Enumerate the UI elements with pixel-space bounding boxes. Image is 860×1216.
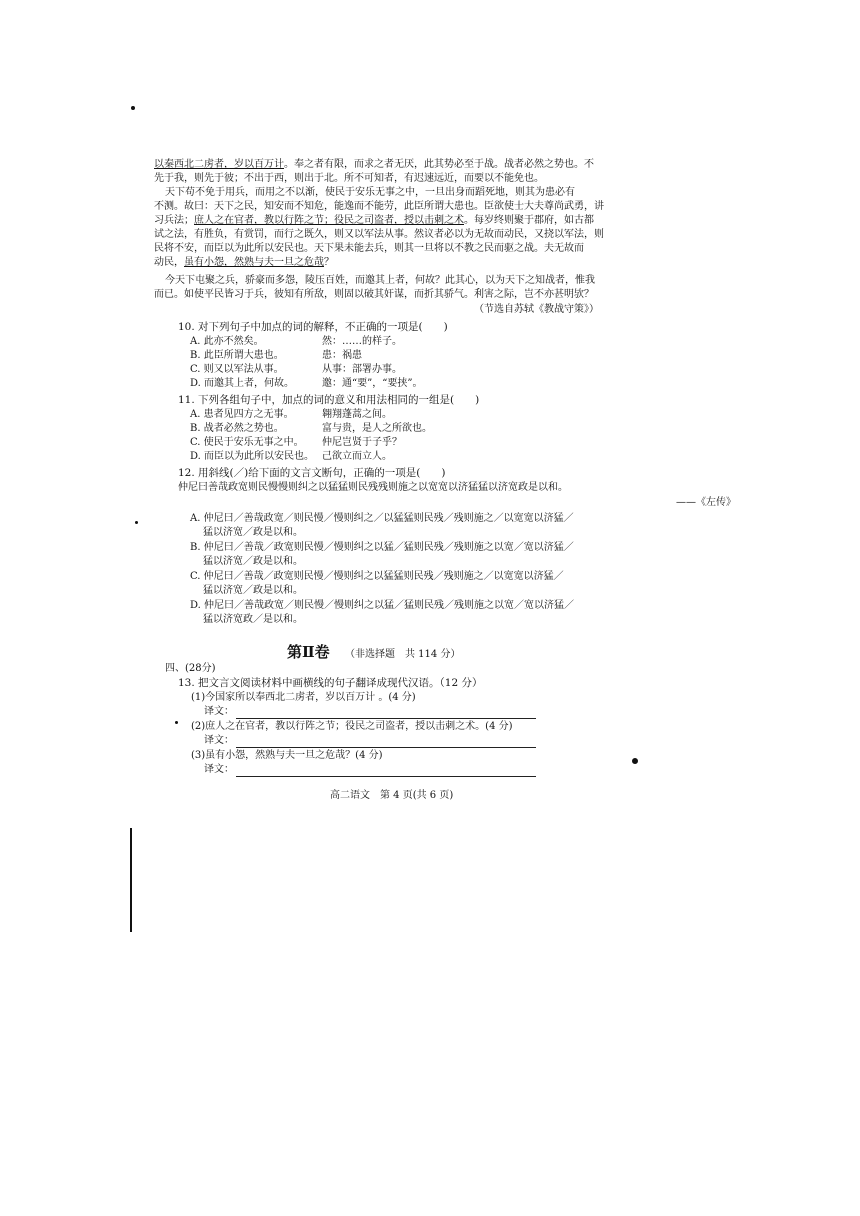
q11-title: 11. 下列各组句子中，加点的词的意义和用法相同的一组是( ) — [178, 394, 480, 406]
q12-option-B-cont: 猛以济宽／政是以和。 — [203, 556, 303, 567]
text-span: 先于我，则先于彼；不出于西，则出于北。所不可知者，有迟速远近，而要以不能免也。 — [154, 173, 544, 184]
part2-title: 第Ⅱ卷 — [287, 643, 330, 661]
text-span: 试之法，有胜负，有赏罚，而行之既久，则又以军法从事。然议者必以为无故而动民，又挠以军法，则 — [154, 229, 604, 240]
q13-answer-2[interactable] — [204, 734, 536, 748]
q11-option-D: D. 而臣以为此所以安民也。 — [190, 451, 315, 462]
q12-option-D-cont: 猛以济宽政／是以和。 — [203, 614, 303, 625]
scan-dot — [135, 521, 138, 524]
q11-option-B: B. 战者必然之势也。 — [190, 423, 284, 434]
scan-dot — [175, 721, 178, 724]
passage-line — [154, 242, 584, 256]
q12-text: 仲尼曰善哉政宽则民慢慢则纠之以猛猛则民残残则施之以宽宽以济猛猛以济宽政是以和。 — [178, 482, 568, 493]
text-span: 动民， — [154, 257, 184, 268]
part2-subtitle: （非选择题 共 114 分） — [345, 649, 461, 660]
underlined-sentence: 庶人之在官者，教以行阵之节；役民之司盗者，授以击刺之术 — [194, 215, 464, 226]
q11-option-B-gloss: 富与贵，是人之所欲也。 — [322, 423, 432, 434]
answer-label: 译文： — [204, 735, 234, 746]
q10-option-C: C. 则又以军法从事。 — [190, 364, 284, 375]
underlined-sentence: 以秦西北二虏者，岁以百万计 — [154, 159, 284, 170]
passage-line — [154, 158, 594, 172]
q13-answer-3[interactable] — [204, 763, 536, 777]
page-footer: 高二语文 第 4 页(共 6 页) — [330, 790, 454, 801]
q12-title: 12. 用斜线(／)给下面的文言文断句，正确的一项是( ) — [178, 467, 446, 479]
q10-option-C-gloss: 从事：部署办事。 — [322, 364, 402, 375]
q11-option-D-gloss: 己欲立而立人。 — [322, 451, 392, 462]
q11-option-A: A. 患者见四方之无事。 — [190, 409, 294, 420]
q10-option-D-gloss: 邀：通“要”，“要挟”。 — [322, 378, 423, 389]
passage-source: （节选自苏轼《教战守策》） — [474, 304, 599, 315]
q10-option-A: A. 此亦不然矣。 — [190, 336, 264, 347]
q10-option-B: B. 此臣所谓大患也。 — [190, 350, 284, 361]
section4-title: 四、(28分) — [165, 663, 216, 674]
passage-line — [154, 172, 544, 186]
text-span: 今天下屯聚之兵，骄豪而多怨，陵压百姓，而邀其上者，何故？此其心，以为天下之知战者，惟我 — [165, 275, 595, 286]
q13-item-2: (2)庶人之在官者，教以行阵之节；役民之司盗者，授以击刺之术。(4 分) — [191, 721, 513, 732]
answer-label: 译文： — [204, 706, 234, 717]
q12-source: ——《左传》 — [676, 497, 736, 508]
scan-dot — [131, 106, 135, 110]
q11-option-C-gloss: 仲尼岂贤于子乎？ — [322, 437, 402, 448]
text-span: 习兵法； — [154, 215, 194, 226]
scan-edge-mark — [130, 828, 132, 932]
q10-title: 10. 对下列句子中加点的词的解释，不正确的一项是( ) — [178, 321, 448, 333]
q10-option-B-gloss: 患：祸患 — [322, 350, 362, 361]
q12-option-C: C. 仲尼曰／善哉／政宽则民慢／慢则纠之以猛猛则民残／残则施之／以宽宽以济猛／ — [190, 571, 564, 582]
q13-item-3: (3)虽有小怨，然熟与夫一旦之危哉？(4 分) — [191, 750, 383, 761]
text-span: 。每岁终则聚于郡府，如古都 — [464, 215, 594, 226]
answer-line — [236, 708, 536, 719]
q13-answer-1[interactable] — [204, 705, 536, 719]
passage-line — [154, 228, 604, 242]
text-span: 民将不安，而臣以为此所以安民也。天下果未能去兵，则其一旦将以不教之民而驱之战。夫无故而 — [154, 243, 584, 254]
q11-option-A-gloss: 翱翔蓬蒿之间。 — [322, 409, 392, 420]
q12-option-A: A. 仲尼曰／善哉政宽／则民慢／慢则纠之／以猛猛则民残／残则施之／以宽宽以济猛／ — [190, 513, 574, 524]
q13-title: 13. 把文言文阅读材料中画横线的句子翻译成现代汉语。（12 分） — [178, 677, 483, 689]
q12-option-A-cont: 猛以济宽／政是以和。 — [203, 527, 303, 538]
text-span: 不测。故曰：天下之民，知安而不知危，能逸而不能劳，此臣所谓大患也。臣欲使士大夫尊尚武勇，讲 — [154, 201, 604, 212]
passage-line — [165, 274, 595, 288]
q12-option-D: D. 仲尼曰／善哉政宽／则民慢／慢则纠之以猛／猛则民残／残则施之以宽／宽以济猛／ — [190, 600, 575, 611]
answer-label: 译文： — [204, 764, 234, 775]
passage-line — [154, 214, 594, 228]
text-span: 。奉之者有限，而求之者无厌，此其势必至于战。战者必然之势也。不 — [284, 159, 594, 170]
answer-line — [236, 766, 536, 777]
passage-line — [165, 186, 575, 200]
q10-option-D: D. 而邀其上者，何故。 — [190, 378, 295, 389]
q12-option-C-cont: 猛以济宽／政是以和。 — [203, 585, 303, 596]
text-span: 而已。如使平民皆习于兵，彼知有所敌，则固以破其奸谋，而折其骄气。利害之际，岂不亦甚明欤？ — [154, 289, 594, 300]
q11-option-C: C. 使民于安乐无事之中。 — [190, 437, 304, 448]
underlined-sentence: 虽有小怨，然熟与夫一旦之危哉 — [184, 257, 324, 268]
text-span: ？ — [324, 257, 334, 268]
answer-line — [236, 737, 536, 748]
q10-option-A-gloss: 然：……的样子。 — [322, 336, 402, 347]
passage-line — [154, 288, 594, 302]
scan-dot — [632, 758, 638, 764]
passage-line — [154, 256, 334, 270]
passage-line — [154, 200, 604, 214]
q13-item-1: (1)今国家所以奉西北二虏者，岁以百万计 。(4 分) — [191, 692, 416, 703]
text-span: 天下苟不免于用兵，而用之不以渐，使民于安乐无事之中，一旦出身而蹈死地，则其为患必有 — [165, 187, 575, 198]
q12-option-B: B. 仲尼曰／善哉／政宽则民慢／慢则纠之以猛／猛则民残／残则施之以宽／宽以济猛／ — [190, 542, 574, 553]
